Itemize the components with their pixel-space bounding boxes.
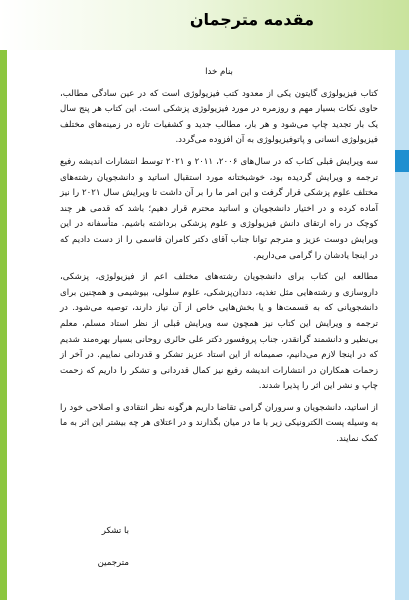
paragraph: از اساتید، دانشجویان و سروران گرامی تقاضا داریم هرگونه نظر انتقادی و اصلاحی خود را به وسیله پست الکترونیکی زیر با ما در میان بگذارند و در اعتلای هر چه بیشتر این اثر به ما کمک نمایند. xyxy=(60,402,378,445)
paragraph: مطالعه این کتاب برای دانشجویان رشته‌های مختلف اعم از فیزیولوژی، پزشکی، داروسازی و رشته‌هایی مثل تغذیه، دندان‌پزشکی، علوم سلولی، بیوشیمی و همچنین برای دانشجویانی که به قسمت‌ها و یا بخش‌هایی خاص از آن نیاز دارند، توصیه می‌شود. در ترجمه و ویرایش این کتاب نیز همچون سه ویرایش قبلی از نظر استاد مسلم، معلم بی‌نظیر و دانشمند گرانقدر، جناب پروفسور دکتر علی حائری روحانی بسیار بهره‌مند شدیم که در اینجا لازم می‌دانیم، صمیمانه از این استاد عزیز تشکر و قدردانی نماییم. در آخر از زحمات همکاران در انتشارات اندیشه رفیع نیز کمال قدردانی و تشکر را داریم که زحمت چاپ و نشر این اثر را پذیرا شدند. xyxy=(60,272,378,392)
signature-thanks: با تشکر xyxy=(101,526,129,536)
paragraph: سه ویرایش قبلی کتاب که در سال‌های ۲۰۰۶، ۲۰۱۱ و ۲۰۲۱ توسط انتشارات اندیشه رفیع ترجمه و ویرایش گردیده بود، خوشبختانه مورد استقبال اساتید و دانشجویان رشته‌های مختلف علوم پزشکی قرار گرفت و این امر ما را بر آن داشت تا ویرایش سال ۲۰۲۱ را نیز آماده کرده و در اختیار دانشجویان و اساتید محترم قرار دهیم؛ باشد که قدمی هر چند کوچک در راه ارتقای دانش فیزیولوژی و علوم پزشکی برداشته باشیم. متأسفانه در این ویرایش دوست عزیز و مترجم توانا جناب آقای دکتر کامران قاسمی را از دست دادیم که در اینجا یادشان را گرامی می‌داریم. xyxy=(60,156,378,261)
signature-block xyxy=(98,524,129,588)
right-blue-accent xyxy=(395,150,409,172)
signature-translators: مترجمین xyxy=(97,558,129,568)
page-title: مقدمه مترجمان xyxy=(189,10,314,29)
left-green-bar xyxy=(0,50,7,600)
right-blue-strip xyxy=(395,50,409,600)
preface-body xyxy=(60,65,378,454)
paragraph: کتاب فیزیولوژی گایتون یکی از معدود کتب فیزیولوژی است که در عین سادگی مطالب، حاوی نکات بسیار مهم و روزمره در مورد فیزیولوژی پزشکی است. این کتاب هر پنج سال یک بار تجدید چاپ می‌شود و هر بار، مطالب جدید و کشفیات تازه در زمینه‌های مختلف فیزیولوژی انسانی و پاتوفیزیولوژی به آن افزوده می‌گردد. xyxy=(60,88,378,146)
opening-line: بنام خدا xyxy=(205,67,233,77)
